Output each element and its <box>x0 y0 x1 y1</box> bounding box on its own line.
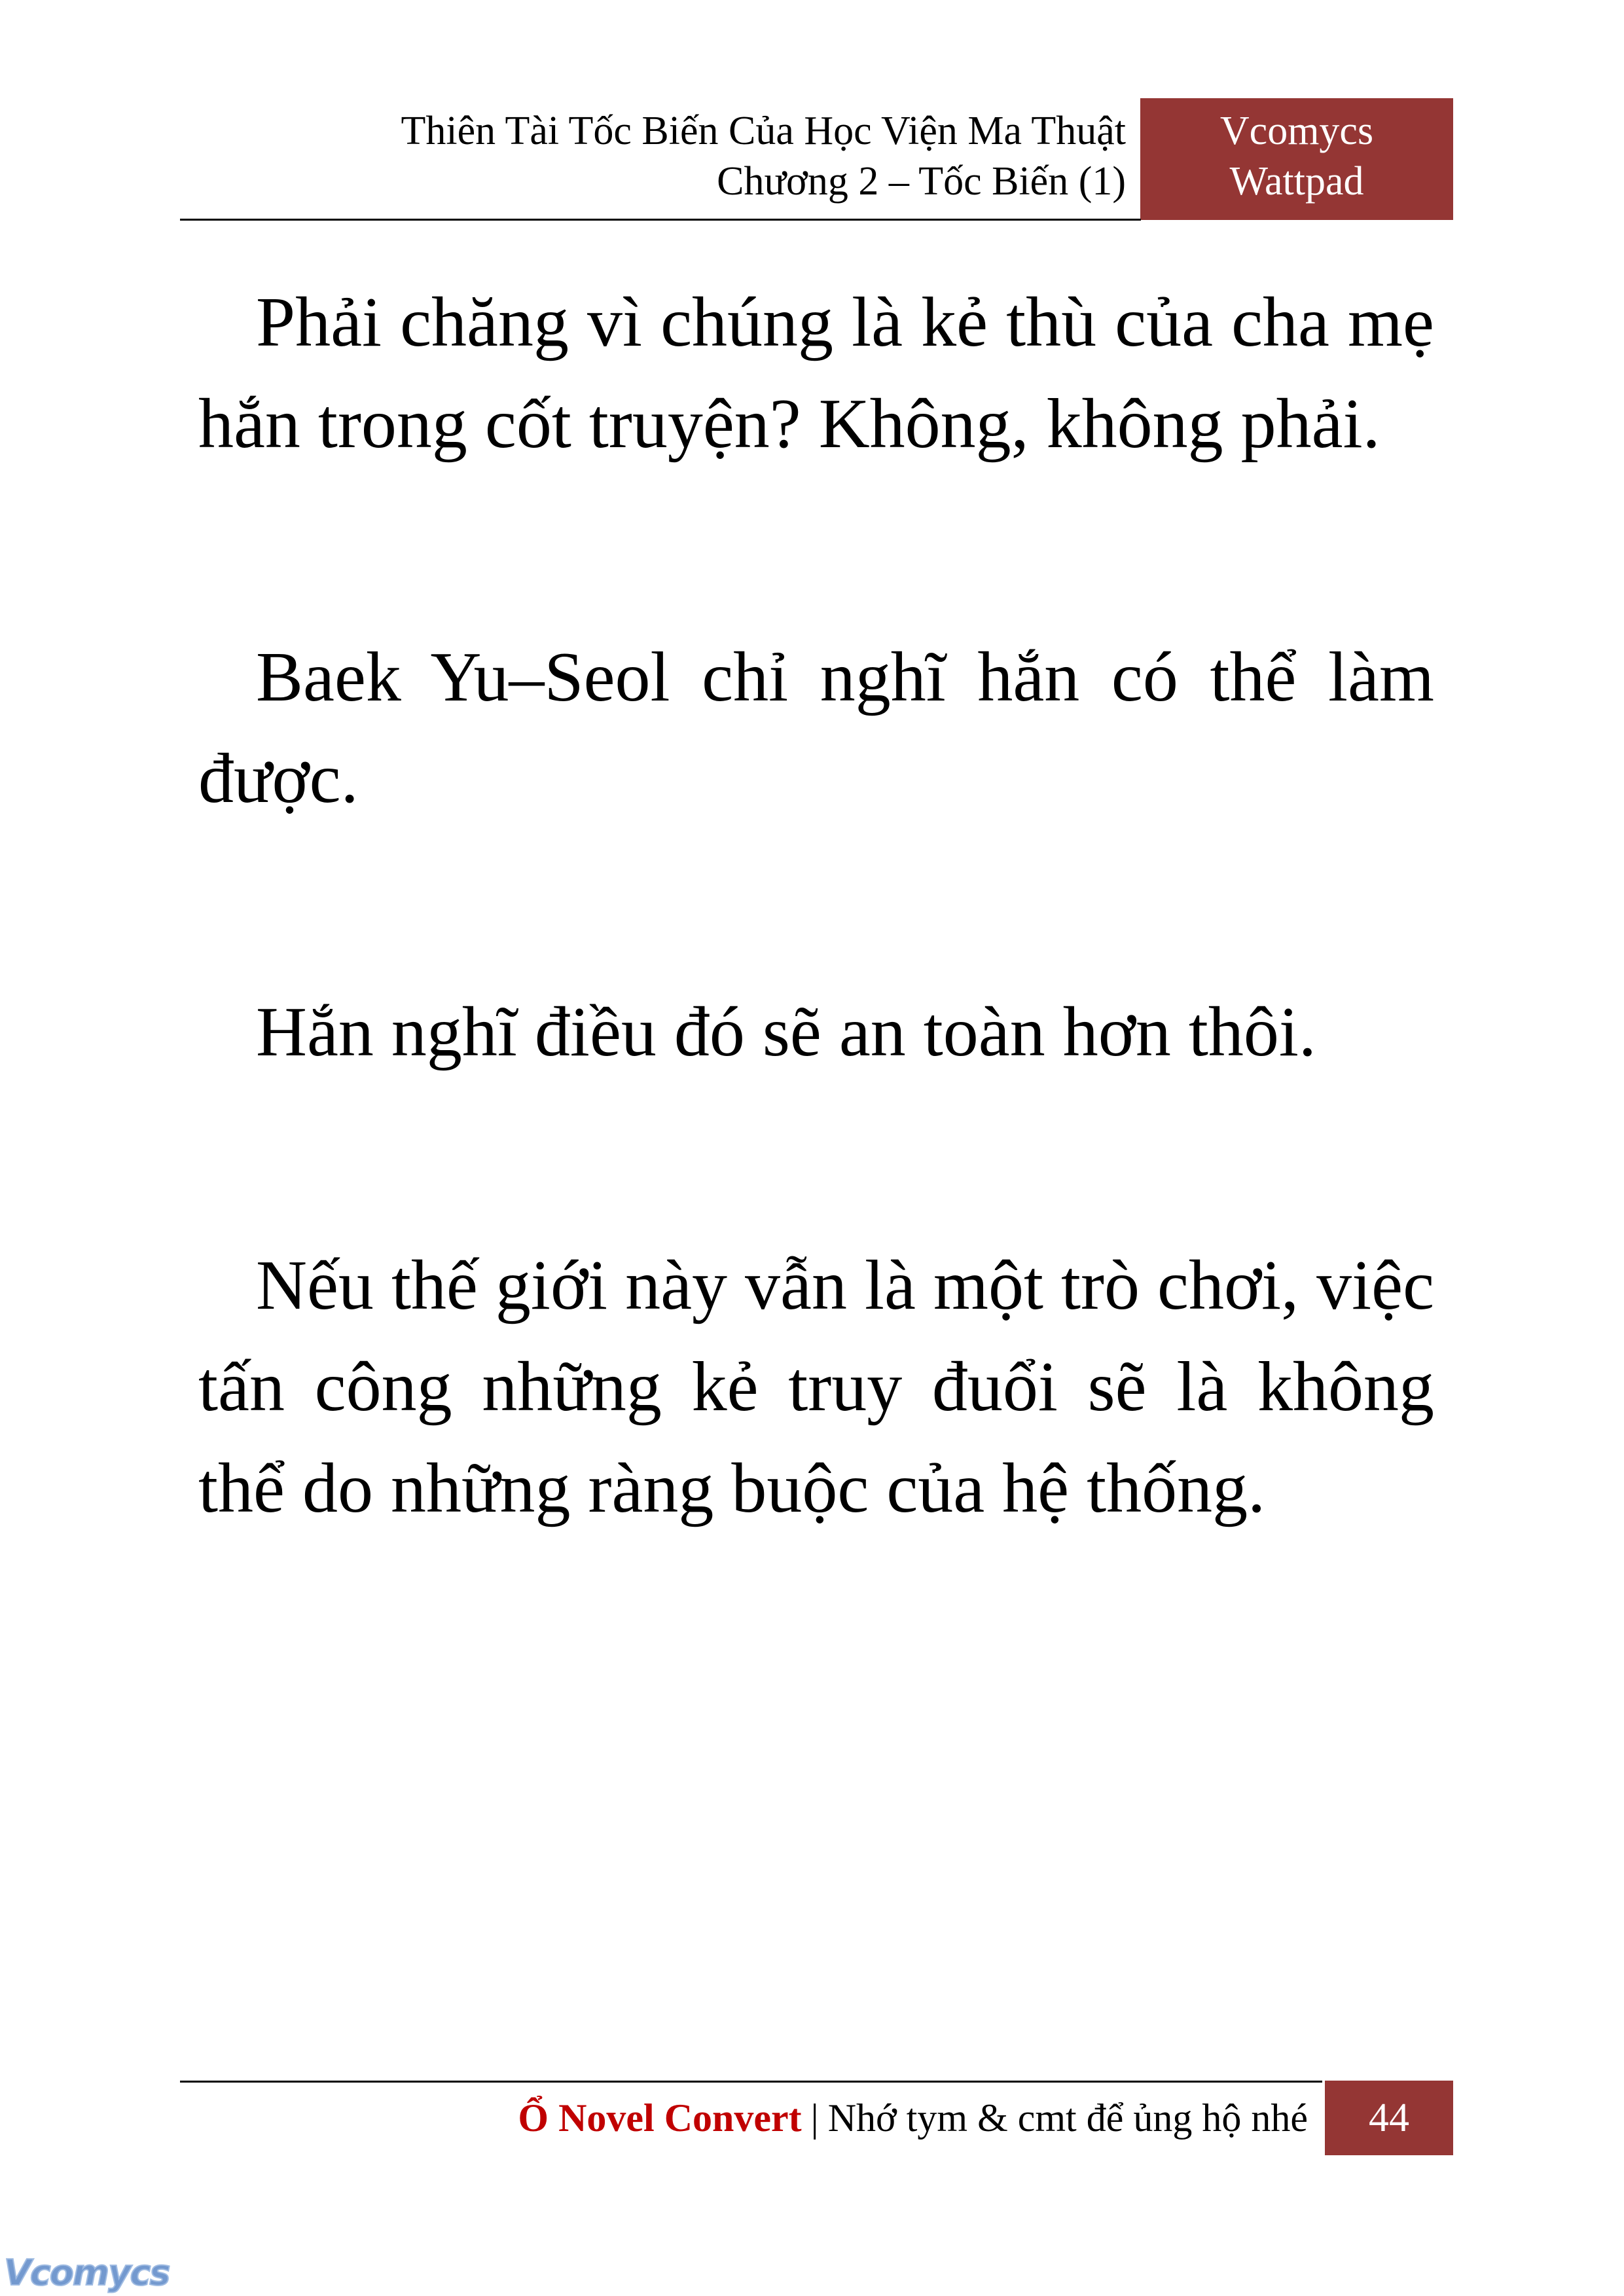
paragraph: Phải chăng vì chúng là kẻ thù của cha mẹ hắn trong cốt truyện? Không, không phải. <box>198 283 1434 463</box>
source-badge <box>1140 98 1453 220</box>
chapter-title: Chương 2 – Tốc Biến (1) <box>717 159 1126 204</box>
paragraph: Hắn nghĩ điều đó sẽ an toàn hơn thôi. <box>256 993 1316 1071</box>
page-header <box>180 98 1453 220</box>
badge-line-2: Wattpad <box>1229 159 1364 204</box>
page-footer <box>180 2081 1453 2155</box>
watermark-logo: Vcomycs <box>4 2252 170 2293</box>
footer-separator: | <box>810 2096 819 2140</box>
page-number: 44 <box>1325 2081 1453 2155</box>
page-body <box>198 272 1434 1691</box>
header-titles <box>144 98 1126 220</box>
book-title: Thiên Tài Tốc Biến Của Học Viện Ma Thuật <box>401 109 1126 153</box>
badge-line-1: Vcomycs <box>1219 109 1374 153</box>
header-divider <box>180 219 1141 221</box>
footer-text <box>518 2081 1308 2155</box>
footer-message: Nhớ tym & cmt để ủng hộ nhé <box>827 2096 1308 2140</box>
paragraph: Baek Yu–Seol chỉ nghĩ hắn có thể làm được. <box>198 638 1434 818</box>
footer-brand: Ổ Novel Convert <box>518 2096 802 2140</box>
paragraph: Nếu thế giới này vẫn là một trò chơi, việc tấn công những kẻ truy đuổi sẽ là không thể do những ràng buộc của hệ thống. <box>198 1247 1434 1527</box>
